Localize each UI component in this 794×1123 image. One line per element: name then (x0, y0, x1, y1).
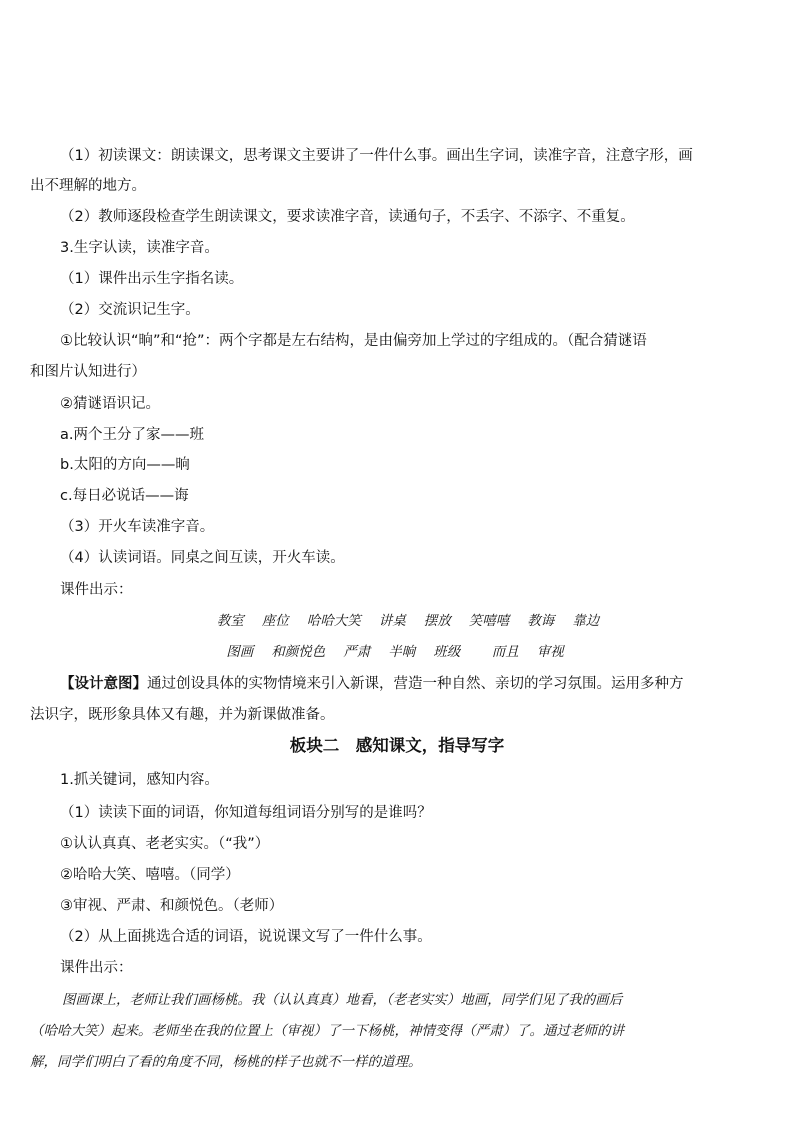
design-intent-cont: 法识字，既形象具体又有趣，并为新课做准备。 (30, 707, 335, 723)
vocab-word: 半晌 (388, 644, 416, 660)
answer-1: ①认认真真、老老实实。（“我”） (60, 836, 270, 852)
section-heading: 板块二 感知课文，指导写字 (289, 736, 505, 755)
vocab-word: 审视 (536, 644, 564, 660)
courseware-paragraph-2: （哈哈大笑）起来。老师坐在我的位置上（审视）了一下杨桃，神情变得（严肃）了。通过老师的讲 (30, 1023, 624, 1039)
sub-item-3: （3）开火车读准字音。 (60, 519, 215, 535)
riddle-intro: ②猜谜语识记。 (60, 396, 160, 412)
vocab-word: 班级 (433, 644, 461, 660)
courseware-label: 课件出示： (60, 582, 133, 598)
riddle-a: a.两个王分了家——班 (60, 427, 204, 443)
riddle-b: b.太阳的方向——晌 (60, 457, 190, 473)
riddle-c: c.每日必说话——诲 (60, 488, 189, 504)
sub-item-1: （1）课件出示生字指名读。 (60, 271, 244, 287)
design-intent (60, 674, 684, 694)
vocab-word: 教诲 (527, 613, 555, 629)
vocab-word: 严肃 (343, 644, 371, 660)
step-1-title: 1.抓关键词，感知内容。 (60, 772, 219, 788)
vocab-word: 和颜悦色 (271, 644, 326, 660)
vocab-word: 讲桌 (378, 613, 406, 629)
section-3-title: 3.生字认读，读准字音。 (60, 240, 219, 256)
vocab-word: 座位 (261, 613, 289, 629)
answer-2: ②哈哈大笑、嘻嘻。（同学） (60, 867, 240, 883)
courseware-paragraph-3: 解，同学们明白了看的角度不同，杨桃的样子也就不一样的道理。 (30, 1054, 422, 1070)
vocab-word: 靠边 (572, 613, 600, 629)
question-1: （1）读读下面的词语，你知道每组词语分别写的是谁吗？ (60, 805, 432, 821)
vocab-word: 笑嘻嘻 (468, 613, 510, 629)
design-intent-text: 通过创设具体的实物情境来引入新课，营造一种自然、亲切的学习氛围。运用多种方 (147, 676, 684, 692)
vocab-word: 图画 (226, 644, 254, 660)
answer-3: ③审视、严肃、和颜悦色。（老师） (60, 898, 284, 914)
vocab-word: 而且 (478, 644, 519, 660)
sub-item-2: （2）交流识记生字。 (60, 302, 200, 318)
step-1-text-cont: 出不理解的地方。 (30, 178, 146, 194)
courseware-paragraph-1: 图画课上，老师让我们画杨桃。我（认认真真）地看，（老老实实）地画，同学们见了我的画后 (62, 992, 623, 1008)
vocab-row-2 (0, 642, 794, 662)
vocab-word: 哈哈大笑 (306, 613, 361, 629)
vocab-row-1 (0, 611, 794, 631)
question-2: （2）从上面挑选合适的词语，说说课文写了一件什么事。 (60, 929, 432, 945)
compare-chars-text: ①比较认识“晌”和“抢”：两个字都是左右结构，是由偏旁加上学过的字组成的。（配合猜谜语 (60, 333, 647, 349)
compare-chars-text-cont: 和图片认知进行） (30, 364, 146, 380)
step-1-text: （1）初读课文：朗读课文，思考课文主要讲了一件什么事。画出生字词，读准字音，注意字形，画 (60, 148, 693, 164)
courseware-label-2: 课件出示： (60, 960, 133, 976)
step-2-text: （2）教师逐段检查学生朗读课文，要求读准字音，读通句子，不丢字、不添字、不重复。 (60, 209, 635, 225)
design-intent-label: 【设计意图】 (60, 676, 147, 692)
vocab-word: 教室 (216, 613, 244, 629)
sub-item-4: （4）认读词语。同桌之间互读，开火车读。 (60, 550, 345, 566)
vocab-word: 摆放 (423, 613, 451, 629)
